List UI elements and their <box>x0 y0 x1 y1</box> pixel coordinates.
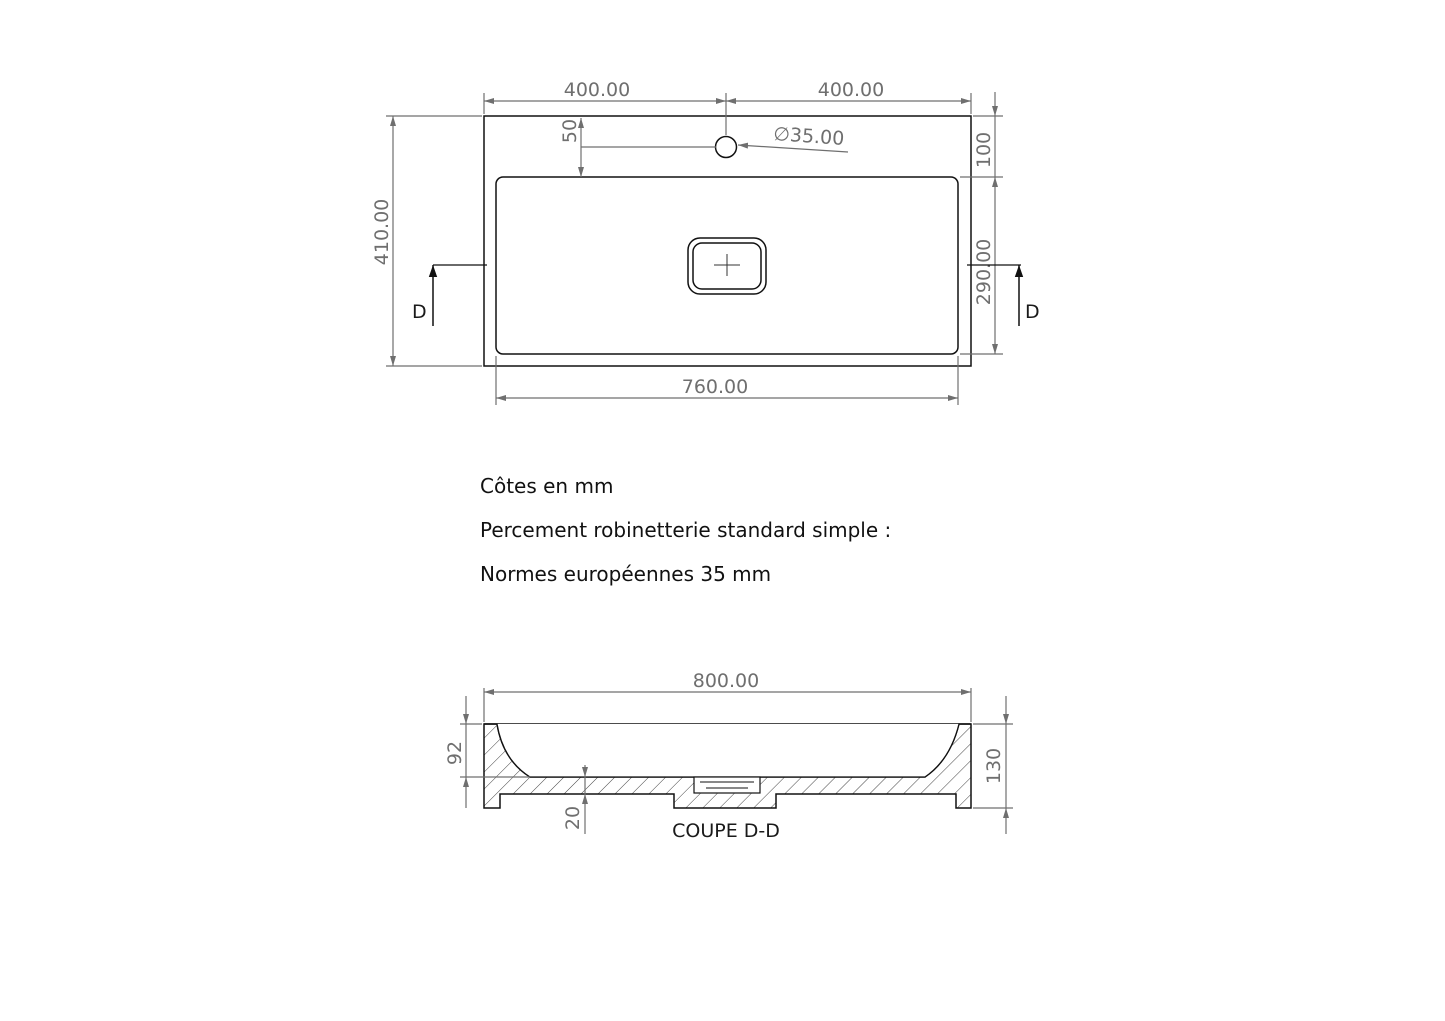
dim-left-half: 400.00 <box>563 79 631 101</box>
dim-basin-width: 760.00 <box>681 376 749 398</box>
section-marker-left <box>412 265 487 326</box>
section-label-left: D <box>412 301 427 323</box>
drain-icon <box>688 238 766 294</box>
dim-inner-depth: 92 <box>444 740 466 766</box>
dim-height: 410.00 <box>371 198 393 266</box>
washbasin-outline <box>484 116 971 366</box>
section-label-right: D <box>1025 301 1040 323</box>
drain-section-icon <box>694 777 760 793</box>
bowl-profile <box>497 724 959 777</box>
section-title: COUPE D-D <box>672 820 780 842</box>
tap-hole-icon <box>716 137 737 158</box>
dim-bottom-thickness: 20 <box>562 805 584 831</box>
dim-tap-diameter: ∅35.00 <box>772 123 845 150</box>
note-units: Côtes en mm <box>480 474 614 498</box>
dim-section-width: 800.00 <box>692 670 760 692</box>
note-european-standard: Normes européennes 35 mm <box>480 562 772 586</box>
top-view <box>371 79 1040 405</box>
dim-total-height: 130 <box>983 747 1005 785</box>
dim-right-top: 100 <box>973 131 995 169</box>
dim-basin-height: 290.00 <box>973 238 995 306</box>
dim-tap-offset: 50 <box>559 118 581 144</box>
dim-right-half: 400.00 <box>817 79 885 101</box>
note-tap-drilling: Percement robinetterie standard simple : <box>480 518 892 542</box>
section-view <box>444 670 1013 842</box>
